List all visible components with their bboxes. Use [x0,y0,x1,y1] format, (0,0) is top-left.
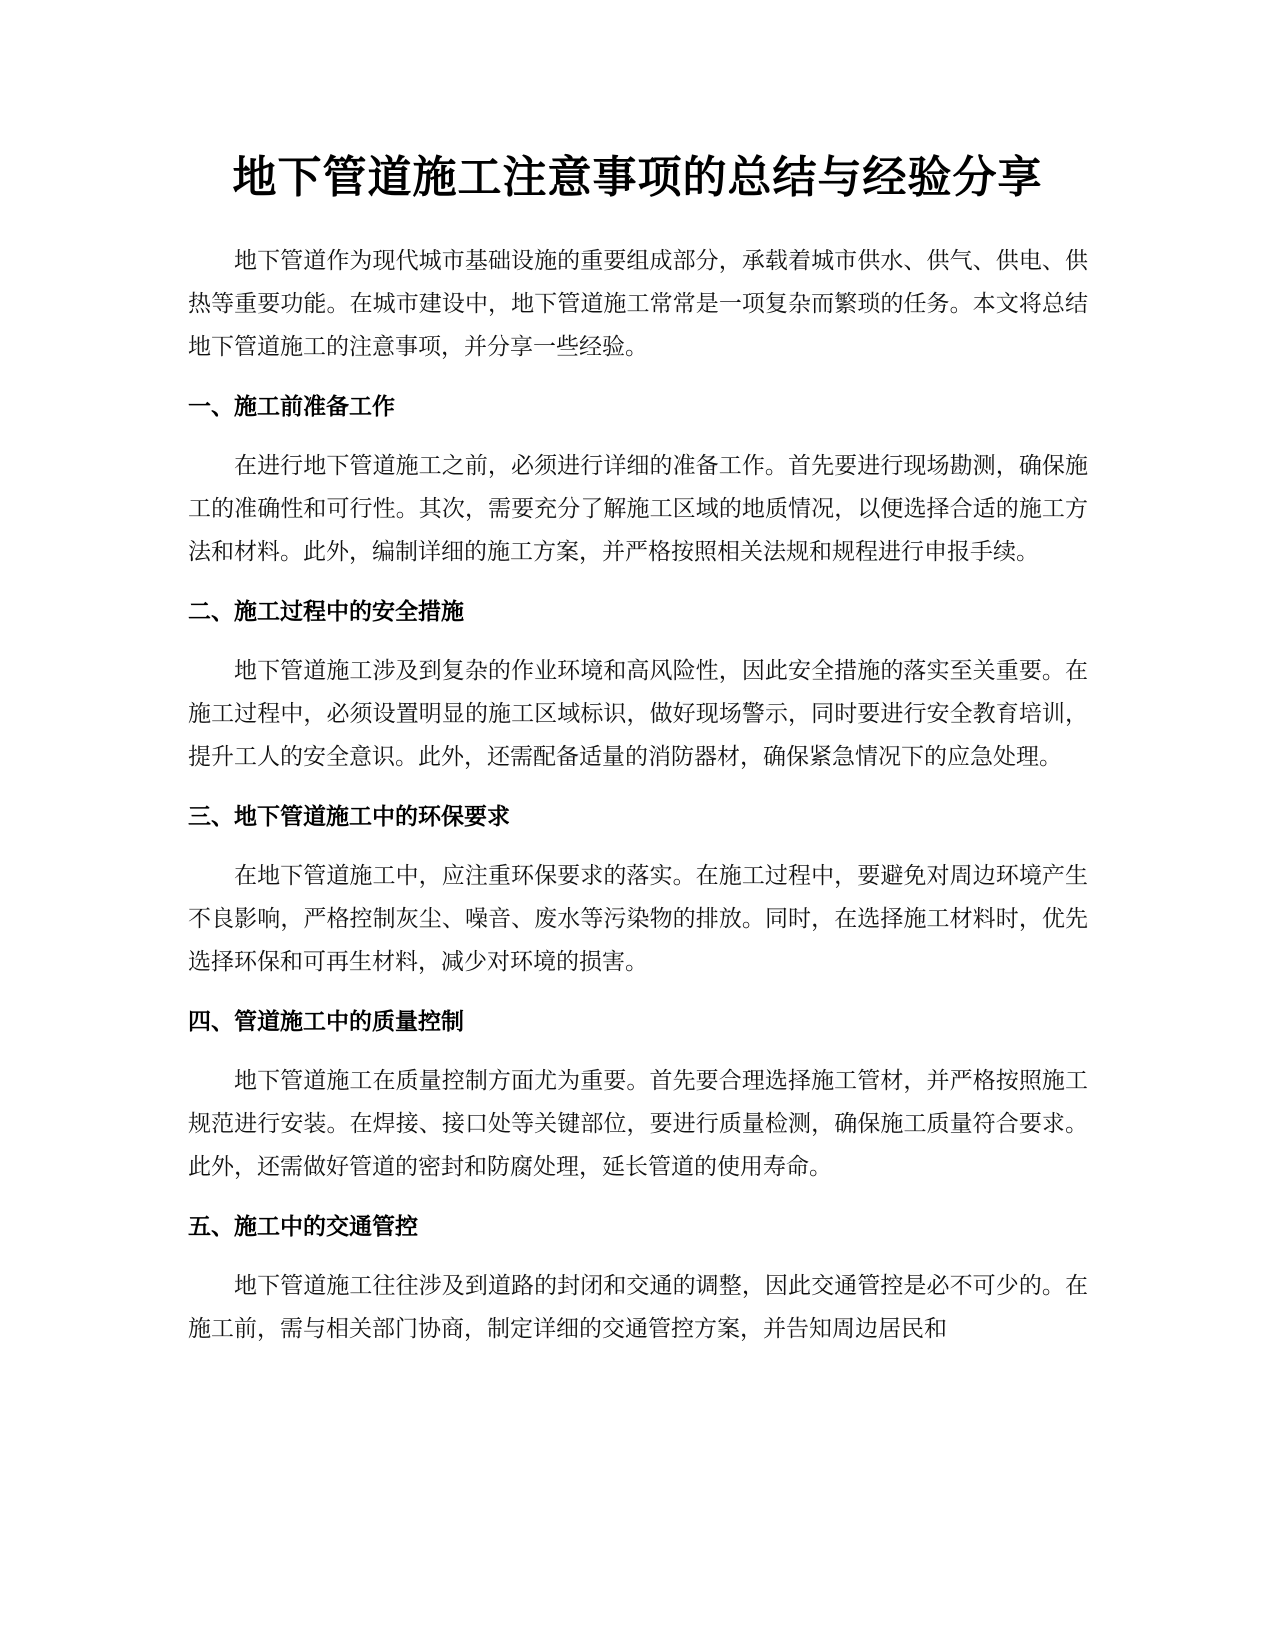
section-heading-4: 四、管道施工中的质量控制 [188,1009,464,1035]
section-paragraph-4: 地下管道施工在质量控制方面尤为重要。首先要合理选择施工管材，并严格按照施工规范进行安装。在焊接、接口处等关键部位，要进行质量检测，确保施工质量符合要求。此外，还需做好管道的密封和防腐处理，延长管道的使用寿命。 [188,1068,1088,1180]
section-heading-2: 二、施工过程中的安全措施 [188,599,464,625]
section-heading-5: 五、施工中的交通管控 [188,1214,418,1240]
document-body [188,240,1088,1369]
section-paragraph-3: 在地下管道施工中，应注重环保要求的落实。在施工过程中，要避免对周边环境产生不良影响，严格控制灰尘、噪音、废水等污染物的排放。同时，在选择施工材料时，优先选择环保和可再生材料，减少对环境的损害。 [188,863,1088,975]
intro-paragraph: 地下管道作为现代城市基础设施的重要组成部分，承载着城市供水、供气、供电、供热等重要功能。在城市建设中，地下管道施工常常是一项复杂而繁琐的任务。本文将总结地下管道施工的注意事项，并分享一些经验。 [188,248,1088,360]
section-heading-3: 三、地下管道施工中的环保要求 [188,804,510,830]
document-title: 地下管道施工注意事项的总结与经验分享 [232,152,1043,203]
section-heading-1: 一、施工前准备工作 [188,394,395,420]
section-paragraph-1: 在进行地下管道施工之前，必须进行详细的准备工作。首先要进行现场勘测，确保施工的准确性和可行性。其次，需要充分了解施工区域的地质情况，以便选择合适的施工方法和材料。此外，编制详细的施工方案，并严格按照相关法规和规程进行申报手续。 [188,453,1088,565]
section-paragraph-5: 地下管道施工往往涉及到道路的封闭和交通的调整，因此交通管控是必不可少的。在施工前，需与相关部门协商，制定详细的交通管控方案，并告知周边居民和 [188,1273,1088,1342]
section-paragraph-2: 地下管道施工涉及到复杂的作业环境和高风险性，因此安全措施的落实至关重要。在施工过程中，必须设置明显的施工区域标识，做好现场警示，同时要进行安全教育培训，提升工人的安全意识。此外，还需配备适量的消防器材，确保紧急情况下的应急处理。 [188,658,1088,770]
